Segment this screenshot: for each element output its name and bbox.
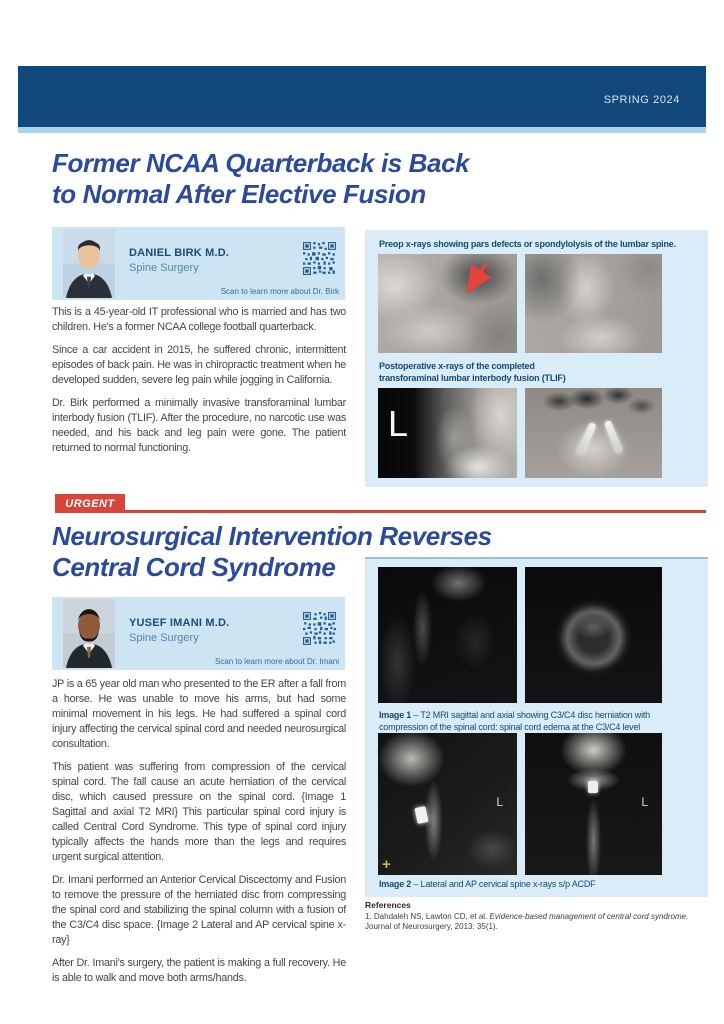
postop-caption [379,361,694,384]
doctor-name: DANIEL BIRK M.D. [129,247,230,259]
doctor-name: YUSEF IMANI M.D. [129,617,230,629]
doctor-imani-photo [63,599,115,668]
image1-caption-label: Image 1 [379,710,412,720]
article2-headline-line1: Neurosurgical Intervention Reverses [52,521,492,551]
article1-headline-line2: to Normal After Elective Fusion [52,179,426,209]
cervical-xray-ap-image [525,733,662,875]
article2-paragraph: This patient was suffering from compression of the cervical spinal cord. The fall cause an acute herniation of the cervical disc, which caused pressure on the spinal cord. {Image 1 Sagittal and axial T2 MRI} This particular spinal cord injury is called Central Cord Syndrome. This type of spinal cord injury typically affects the hands more than the legs and requires urgent surgical attention. [52,761,346,863]
postop-xray-ap-image [525,388,662,478]
doctor-card-birk [52,227,345,300]
reference-item [365,912,710,933]
article2-paragraph: After Dr. Imani's surgery, the patient is making a full recovery. He is able to walk and move both arms/hands. [52,957,346,984]
reference-title: Evidence-based management of central cord syndrome. [489,911,689,921]
preop-caption: Preop x-rays showing pars defects or spondylolysis of the lumbar spine. [379,239,676,249]
reference-authors: 1. Dahdaleh NS, Lawton CD, et al. [365,911,490,921]
urgent-badge: URGENT [55,494,125,513]
references-section [365,900,710,933]
postop-caption-line2: transforaminal lumbar interbody fusion (TLIF) [379,372,566,383]
reference-journal: Journal of Neurosurgery, 2013: 35(1). [365,922,498,931]
preop-xray-lateral-image [378,254,517,353]
qr-scan-caption: Scan to learn more about Dr. Birk [220,287,339,296]
image2-caption-label: Image 2 [379,879,412,889]
mri-sagittal-image [378,567,517,703]
pedicle-screw-artifact [576,422,596,456]
image2-caption-text: – Lateral and AP cervical spine x-rays s/p ACDF [411,879,596,889]
left-side-marker: L [641,795,648,810]
pedicle-screw-artifact [604,420,623,454]
article1-paragraph: Dr. Birk performed a minimally invasive transforaminal lumbar interbody fusion (TLIF). After the procedure, no narcotic use was needed, and his back and leg pain were gone. The patient returned to normal functioning. [52,397,346,454]
article2-paragraph: JP is a 65 year old man who presented to the ER after a fall from a horse. He was unable to move his arms, but had some minimal movement in his legs. He had suffered a spinal cord injury affecting the cervical spinal cord and needed neurosurgical consultation. [52,678,346,750]
article2-paragraph: Dr. Imani performed an Anterior Cervical Discectomy and Fusion to remove the pressure of the herniated disc from compressing the spinal cord and stabilizing the spinal column with a fusion of the C3/C4 disc space. {Image 2 Lateral and AP cervical spine x-ray} [52,874,346,946]
red-arrow-annotation [378,254,517,353]
qr-code-icon [303,612,336,645]
image1-caption-text: – T2 MRI sagittal and axial showing C3/C4 disc herniation with compression of the spinal cord: spinal cord edema at the C3/C4 level [379,710,650,732]
references-heading: References [365,900,411,910]
left-side-marker: L [388,403,409,444]
article2-figure-panel [365,557,708,897]
postop-xray-lateral-image [378,388,517,478]
article2-body [52,677,346,994]
article1-paragraph: Since a car accident in 2015, he suffered chronic, intermittent episodes of back pain. He was in chiropractic treatment when he developed sudden, severe leg pain while jogging in California. [52,344,346,386]
doctor-card-imani [52,597,345,670]
masthead-stripe [18,127,706,133]
article2-headline-line2: Central Cord Syndrome [52,552,336,582]
article1-figure-panel [365,230,708,487]
image2-caption [379,879,694,891]
article1-headline-line1: Former NCAA Quarterback is Back [52,148,470,178]
article1-headline [52,148,469,210]
masthead-bar [18,66,706,127]
doctor-specialty: Spine Surgery [129,262,199,274]
urgent-rule [125,510,706,513]
preop-xray-oblique-image [525,254,662,353]
laser-cross-marker: + [382,856,391,873]
qr-code-icon [303,242,336,275]
issue-label: SPRING 2024 [603,94,680,106]
mri-axial-image [525,567,662,703]
acdf-plate-artifact [414,806,428,824]
postop-caption-line1: Postoperative x-rays of the completed [379,361,535,371]
article1-body [52,305,346,464]
doctor-specialty: Spine Surgery [129,632,199,644]
image1-caption [379,710,694,733]
article1-paragraph: This is a 45-year-old IT professional who is married and has two children. He's a former NCAA college football quarterback. [52,306,346,333]
doctor-birk-photo [63,229,115,298]
left-side-marker: L [496,795,503,810]
fusion-cage-artifact [588,781,598,793]
qr-scan-caption: Scan to learn more about Dr. Imani [214,657,339,666]
cervical-xray-lateral-image [378,733,517,875]
